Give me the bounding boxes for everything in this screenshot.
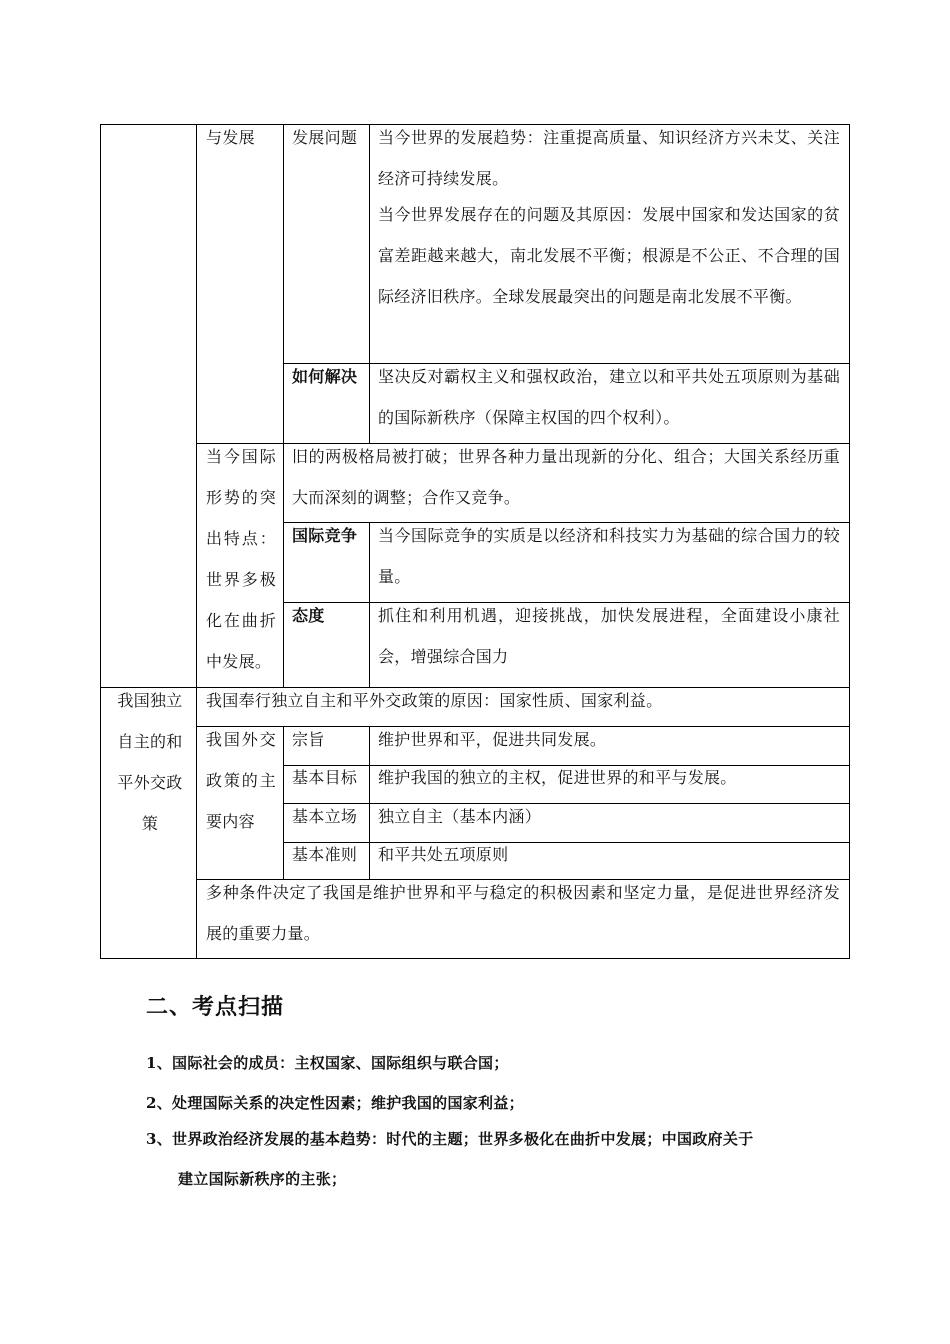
cell-development-trend: 当今世界的发展趋势：注重提高质量、知识经济方兴未艾、关注经济可持续发展。 — [378, 128, 840, 188]
cell-competition-label: 国际竞争 — [292, 526, 358, 545]
cell-competition-text: 当今国际竞争的实质是以经济和科技实力为基础的综合国力的较量。 — [378, 526, 840, 586]
list-item: 建立国际新秩序的主张； — [178, 1170, 347, 1188]
cell-goal-label: 基本目标 — [292, 768, 358, 787]
cell-stand-text: 独立自主（基本内涵） — [378, 807, 542, 826]
cell-attitude-label: 态度 — [292, 606, 325, 625]
cell-policy-label: 我国独立自主的和平外交政策 — [117, 691, 183, 833]
table-col-rule — [369, 522, 370, 687]
cell-how-to-solve-label: 如何解决 — [292, 367, 358, 386]
cell-principle-label: 基本准则 — [292, 845, 358, 864]
cell-development-problem-label: 发展问题 — [292, 128, 358, 147]
list-item: 3、世界政治经济发展的基本趋势：时代的主题；世界多极化在曲折中发展；中国政府关于 — [146, 1130, 754, 1148]
cell-policy-content-label: 我国外交政策的主要内容 — [206, 730, 276, 831]
list-item: 1、国际社会的成员：主权国家、国际组织与联合国； — [146, 1054, 509, 1072]
table-border-right — [849, 124, 850, 959]
table-col-rule — [369, 726, 370, 879]
cell-purpose-text: 维护世界和平，促进共同发展。 — [378, 730, 607, 749]
section-heading: 二、考点扫描 — [146, 994, 285, 1020]
cell-situation-text: 旧的两极格局被打破；世界各种力量出现新的分化、组合；大国关系经历重大而深刻的调整；合作又竞争。 — [292, 447, 840, 507]
table-col-rule — [283, 124, 284, 687]
table-border-left — [100, 124, 101, 959]
list-item: 2、处理国际关系的决定性因素；维护我国的国家利益； — [146, 1094, 524, 1112]
cell-how-to-solve-text: 坚决反对霸权主义和强权政治，建立以和平共处五项原则为基础的国际新秩序（保障主权国的四个权利）。 — [378, 367, 840, 427]
cell-principle-text: 和平共处五项原则 — [378, 845, 509, 864]
table-col-rule — [196, 124, 197, 959]
cell-stand-label: 基本立场 — [292, 807, 358, 826]
cell-attitude-text: 抓住和利用机遇，迎接挑战，加快发展进程，全面建设小康社会，增强综合国力 — [378, 606, 840, 666]
cell-development-issues: 当今世界发展存在的问题及其原因：发展中国家和发达国家的贫富差距越来越大，南北发展不平衡；根源是不公正、不合理的国际经济旧秩序。全球发展最突出的问题是南北发展不平衡。 — [378, 205, 840, 306]
table-col-rule — [369, 124, 370, 443]
table-border-bottom — [100, 958, 850, 959]
cell-policy-reason: 我国奉行独立自主和平外交政策的原因：国家性质、国家利益。 — [206, 691, 663, 710]
cell-situation-label: 当今国际形势的突出特点：世界多极化在曲折中发展。 — [206, 447, 276, 671]
cell-development-label: 与发展 — [206, 128, 255, 147]
table-col-rule — [283, 726, 284, 879]
cell-goal-text: 维护我国的独立的主权，促进世界的和平与发展。 — [378, 768, 737, 787]
cell-purpose-label: 宗旨 — [292, 730, 325, 749]
cell-conclusion-text: 多种条件决定了我国是维护世界和平与稳定的积极因素和坚定力量，是促进世界经济发展的重要力量。 — [206, 883, 840, 943]
